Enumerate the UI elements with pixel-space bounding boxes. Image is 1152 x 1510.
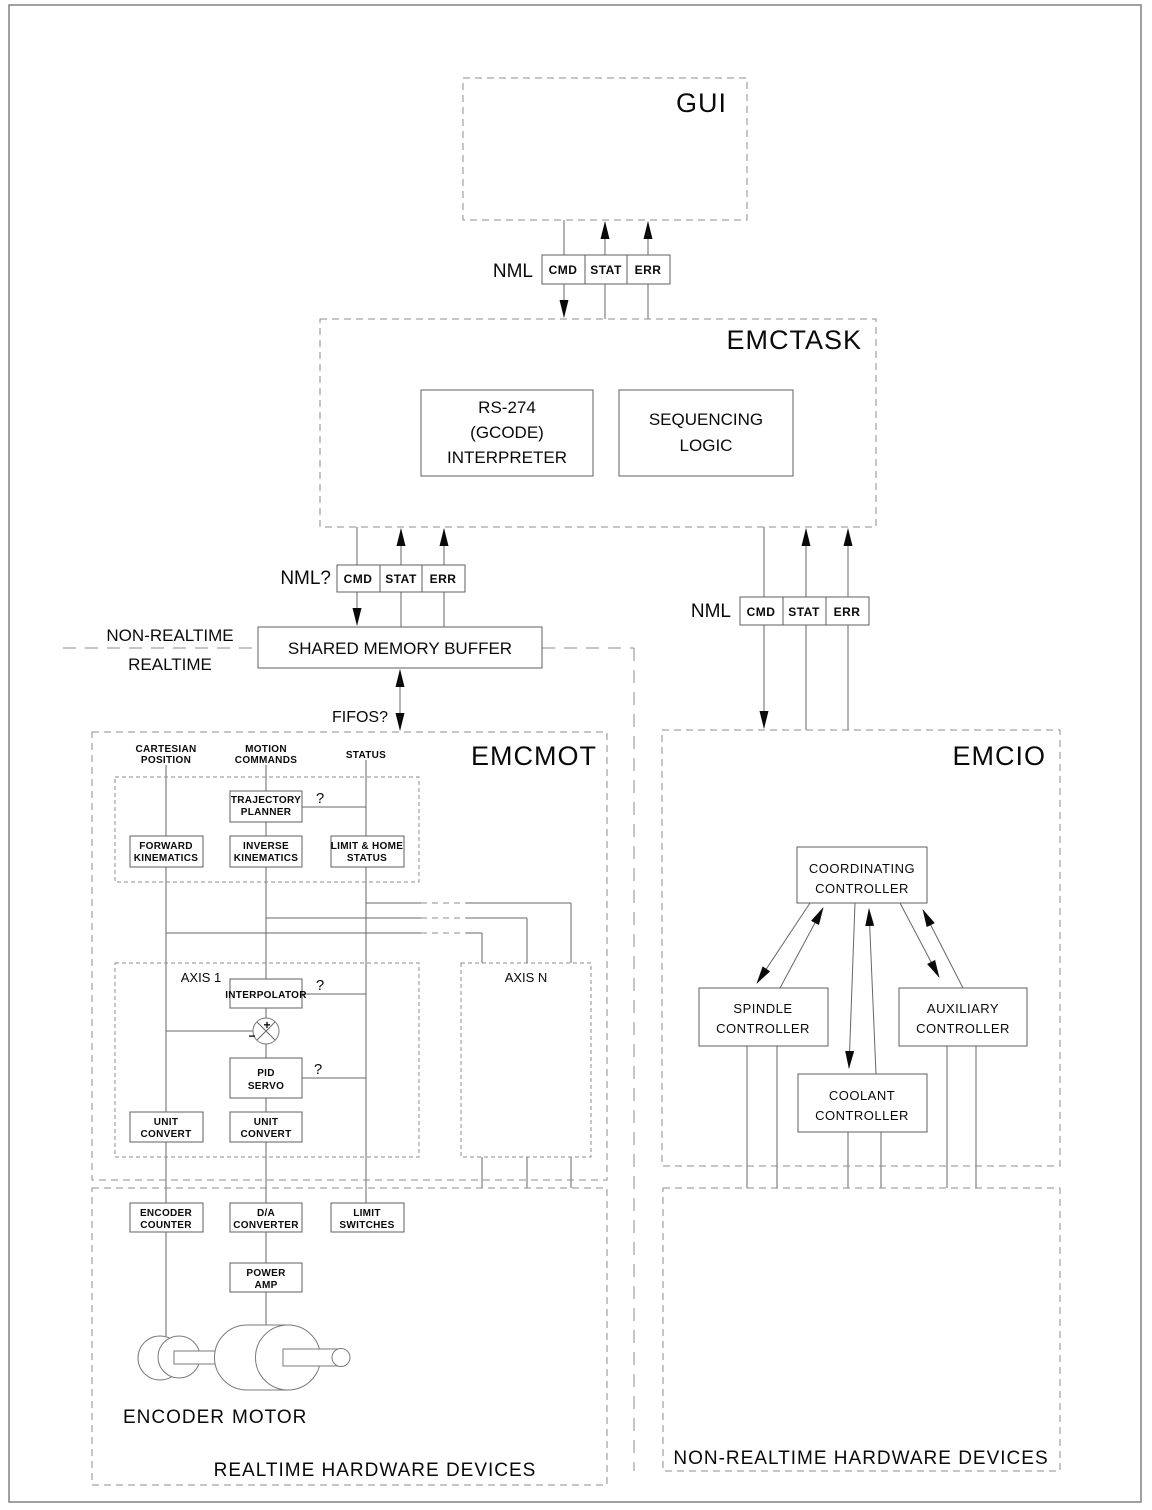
motion-col-line1: MOTION — [245, 744, 287, 755]
coordinating-controller-line1: COORDINATING — [808, 861, 916, 876]
auxiliary-controller-box — [899, 988, 1027, 1046]
axis-n-branch-lines — [166, 903, 571, 1188]
encoder-drawing — [138, 1336, 218, 1380]
gui-title: GUI — [675, 88, 727, 118]
forward-label-line1: FORWARD — [139, 841, 193, 852]
sum-plus-sign: + — [263, 1018, 271, 1032]
emctask-emcio-links — [764, 527, 848, 730]
axis1-label: AXIS 1 — [180, 970, 222, 985]
nml-left-cmd: CMD — [343, 572, 373, 586]
motor-shaft — [283, 1349, 339, 1366]
motor-drawing — [215, 1325, 351, 1390]
nml-right-label: NML — [690, 601, 731, 622]
shared-memory-buffer-label: SHARED MEMORY BUFFER — [287, 639, 513, 658]
nml-top-stat: STAT — [590, 263, 622, 277]
pid-label-line2: SERVO — [247, 1081, 285, 1092]
sequencing-logic-box — [619, 390, 793, 476]
nml-top-err: ERR — [634, 263, 662, 277]
motion-col-line2: COMMANDS — [234, 755, 298, 766]
da-converter-line2: CONVERTER — [233, 1220, 299, 1231]
status-col-label: STATUS — [345, 750, 387, 761]
spindle-controller-line2: CONTROLLER — [716, 1021, 810, 1036]
nml-left-stat: STAT — [385, 572, 417, 586]
interpolator-question-mark: ? — [315, 977, 325, 994]
trajectory-question-mark: ? — [315, 790, 325, 807]
trajectory-label-line1: TRAJECTORY — [230, 795, 302, 806]
nonrealtime-hardware-box — [663, 1188, 1060, 1471]
axisn-label: AXIS N — [504, 970, 548, 985]
auxiliary-controller-line1: AUXILIARY — [926, 1001, 1000, 1016]
coordinating-controller-line2: CONTROLLER — [815, 881, 909, 896]
limit-switches-line1: LIMIT — [353, 1208, 381, 1219]
power-amp-line2: AMP — [254, 1280, 278, 1291]
summing-junction — [248, 1018, 279, 1044]
cartesian-col-line1: CARTESIAN — [135, 744, 197, 755]
realtime-hardware-box — [92, 1188, 607, 1485]
encoder-counter-line1: ENCODER — [139, 1208, 193, 1219]
emcmot-title: EMCMOT — [471, 741, 597, 771]
nml-right-err: ERR — [833, 605, 861, 619]
sequencing-label-line2: LOGIC — [679, 436, 733, 455]
unit-convert-left-line1: UNIT — [153, 1117, 179, 1128]
realtime-side-label: REALTIME — [128, 655, 212, 674]
nonrealtime-side-label: NON-REALTIME — [106, 626, 234, 645]
encoder-shaft — [174, 1351, 218, 1364]
interpreter-label-line2: (GCODE) — [470, 423, 544, 442]
interpreter-label-line3: INTERPRETER — [447, 448, 567, 467]
axisn-box — [461, 963, 591, 1157]
nml-right-cmd: CMD — [746, 605, 776, 619]
cartesian-col-line2: POSITION — [140, 755, 192, 766]
encoder-label: ENCODER — [123, 1407, 226, 1428]
nml-left-err: ERR — [429, 572, 457, 586]
spindle-controller-box — [699, 988, 828, 1046]
nonrealtime-hardware-label: NON-REALTIME HARDWARE DEVICES — [673, 1448, 1049, 1469]
nml-left-label: NML? — [280, 568, 331, 589]
interpolator-label: INTERPOLATOR — [225, 990, 307, 1001]
limit-home-label-line2: STATUS — [346, 853, 388, 864]
pid-question-mark: ? — [313, 1061, 323, 1078]
inverse-label-line2: KINEMATICS — [233, 853, 299, 864]
coolant-controller-line2: CONTROLLER — [815, 1108, 909, 1123]
sequencing-label-line1: SEQUENCING — [648, 410, 764, 429]
unit-convert-mid-line2: CONVERT — [240, 1129, 292, 1140]
sum-minus-sign: − — [248, 1029, 256, 1043]
interpreter-label-line1: RS-274 — [478, 398, 536, 417]
encoder-counter-line2: COUNTER — [140, 1220, 192, 1231]
coolant-controller-line1: COOLANT — [828, 1088, 896, 1103]
motor-label: MOTOR — [232, 1407, 308, 1428]
unit-convert-left-line2: CONVERT — [140, 1129, 192, 1140]
auxiliary-controller-line2: CONTROLLER — [916, 1021, 1010, 1036]
limit-switches-line2: SWITCHES — [339, 1220, 395, 1231]
trajectory-label-line2: PLANNER — [240, 807, 292, 818]
da-converter-line1: D/A — [256, 1208, 276, 1219]
forward-label-line2: KINEMATICS — [133, 853, 199, 864]
nml-top-cmd: CMD — [548, 263, 578, 277]
unit-convert-mid-line1: UNIT — [253, 1117, 279, 1128]
realtime-hardware-label: REALTIME HARDWARE DEVICES — [213, 1460, 537, 1481]
coolant-controller-box — [798, 1074, 927, 1132]
emctask-title: EMCTASK — [726, 325, 862, 355]
pid-label-line1: PID — [257, 1068, 275, 1079]
inverse-label-line1: INVERSE — [242, 841, 290, 852]
emcio-title: EMCIO — [952, 741, 1046, 771]
fifos-label: FIFOS? — [331, 709, 388, 726]
nml-top-label: NML — [492, 261, 533, 282]
spindle-controller-line1: SPINDLE — [733, 1001, 793, 1016]
nml-right-stat: STAT — [788, 605, 820, 619]
limit-home-label-line1: LIMIT & HOME — [330, 841, 404, 852]
motor-shaft-end — [332, 1349, 350, 1367]
power-amp-line1: POWER — [246, 1268, 286, 1279]
